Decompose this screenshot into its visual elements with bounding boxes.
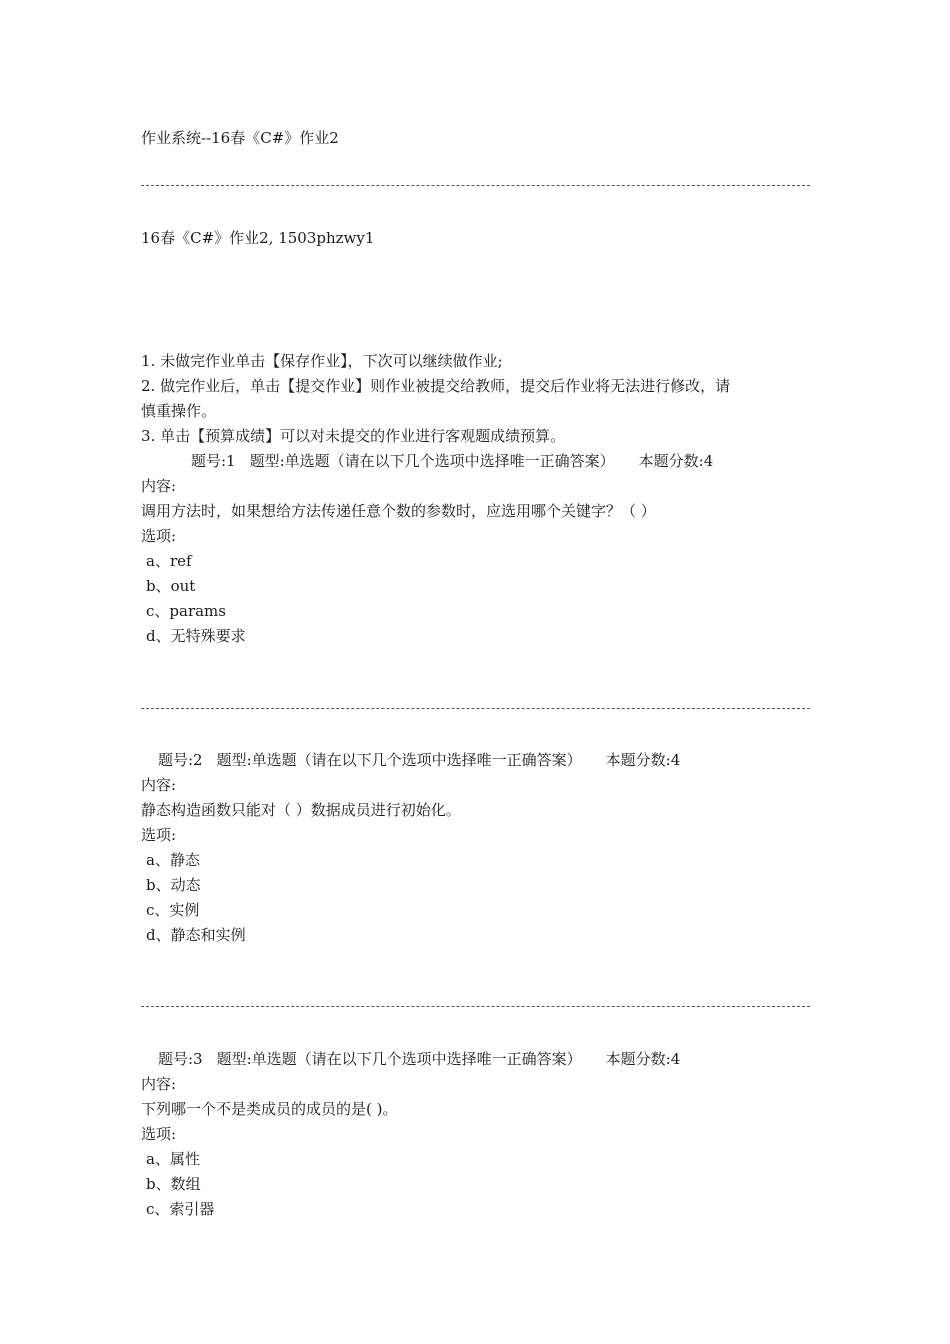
question-type: 题型:单选题（请在以下几个选项中选择唯一正确答案）: [249, 452, 615, 470]
instruction-line-2: 2. 做完作业后，单击【提交作业】则作业被提交给教师，提交后作业将无法进行修改，请: [141, 377, 731, 395]
question-2-option-d: d、静态和实例: [146, 926, 246, 944]
question-1-header: [191, 451, 713, 471]
question-1-option-b: b、out: [146, 577, 196, 595]
question-3-option-a: a、属性: [146, 1150, 200, 1168]
question-3-header: [158, 1049, 680, 1069]
section-divider: [141, 1006, 810, 1007]
question-1-option-c: c、params: [146, 602, 226, 620]
instruction-line-3: 3. 单击【预算成绩】可以对未提交的作业进行客观题成绩预算。: [141, 427, 566, 445]
system-title: 作业系统--16春《C#》作业2: [141, 129, 339, 147]
question-2-option-a: a、静态: [146, 851, 200, 869]
question-3-content: 下列哪一个不是类成员的成员的是( )。: [141, 1100, 398, 1118]
question-3-option-c: c、索引器: [146, 1200, 215, 1218]
question-1-option-a: a、ref: [146, 552, 192, 570]
section-divider: [141, 185, 810, 186]
question-1-options-label: 选项:: [141, 527, 177, 545]
question-number: 题号:3: [158, 1050, 203, 1068]
question-2-header: [158, 750, 680, 770]
question-3-option-b: b、数组: [146, 1175, 201, 1193]
section-divider: [141, 708, 810, 709]
question-2-options-label: 选项:: [141, 826, 177, 844]
question-2-option-c: c、实例: [146, 901, 200, 919]
question-2-content: 静态构造函数只能对（ ）数据成员进行初始化。: [141, 801, 461, 819]
question-score: 本题分数:4: [638, 452, 714, 470]
instruction-line-1: 1. 未做完作业单击【保存作业】，下次可以继续做作业;: [141, 352, 503, 370]
question-score: 本题分数:4: [605, 1050, 681, 1068]
question-2-option-b: b、动态: [146, 876, 201, 894]
question-number: 题号:1: [191, 452, 236, 470]
question-score: 本题分数:4: [605, 751, 681, 769]
question-3-content-label: 内容:: [141, 1075, 177, 1093]
question-type: 题型:单选题（请在以下几个选项中选择唯一正确答案）: [216, 1050, 582, 1068]
question-1-content-label: 内容:: [141, 477, 177, 495]
instruction-line-2-cont: 慎重操作。: [141, 402, 217, 420]
question-2-content-label: 内容:: [141, 776, 177, 794]
question-3-options-label: 选项:: [141, 1125, 177, 1143]
question-type: 题型:单选题（请在以下几个选项中选择唯一正确答案）: [216, 751, 582, 769]
question-number: 题号:2: [158, 751, 203, 769]
question-1-option-d: d、无特殊要求: [146, 627, 246, 645]
question-1-content: 调用方法时，如果想给方法传递任意个数的参数时，应选用哪个关键字？（ ）: [141, 502, 656, 520]
assignment-subtitle: 16春《C#》作业2, 1503phzwy1: [141, 229, 375, 247]
